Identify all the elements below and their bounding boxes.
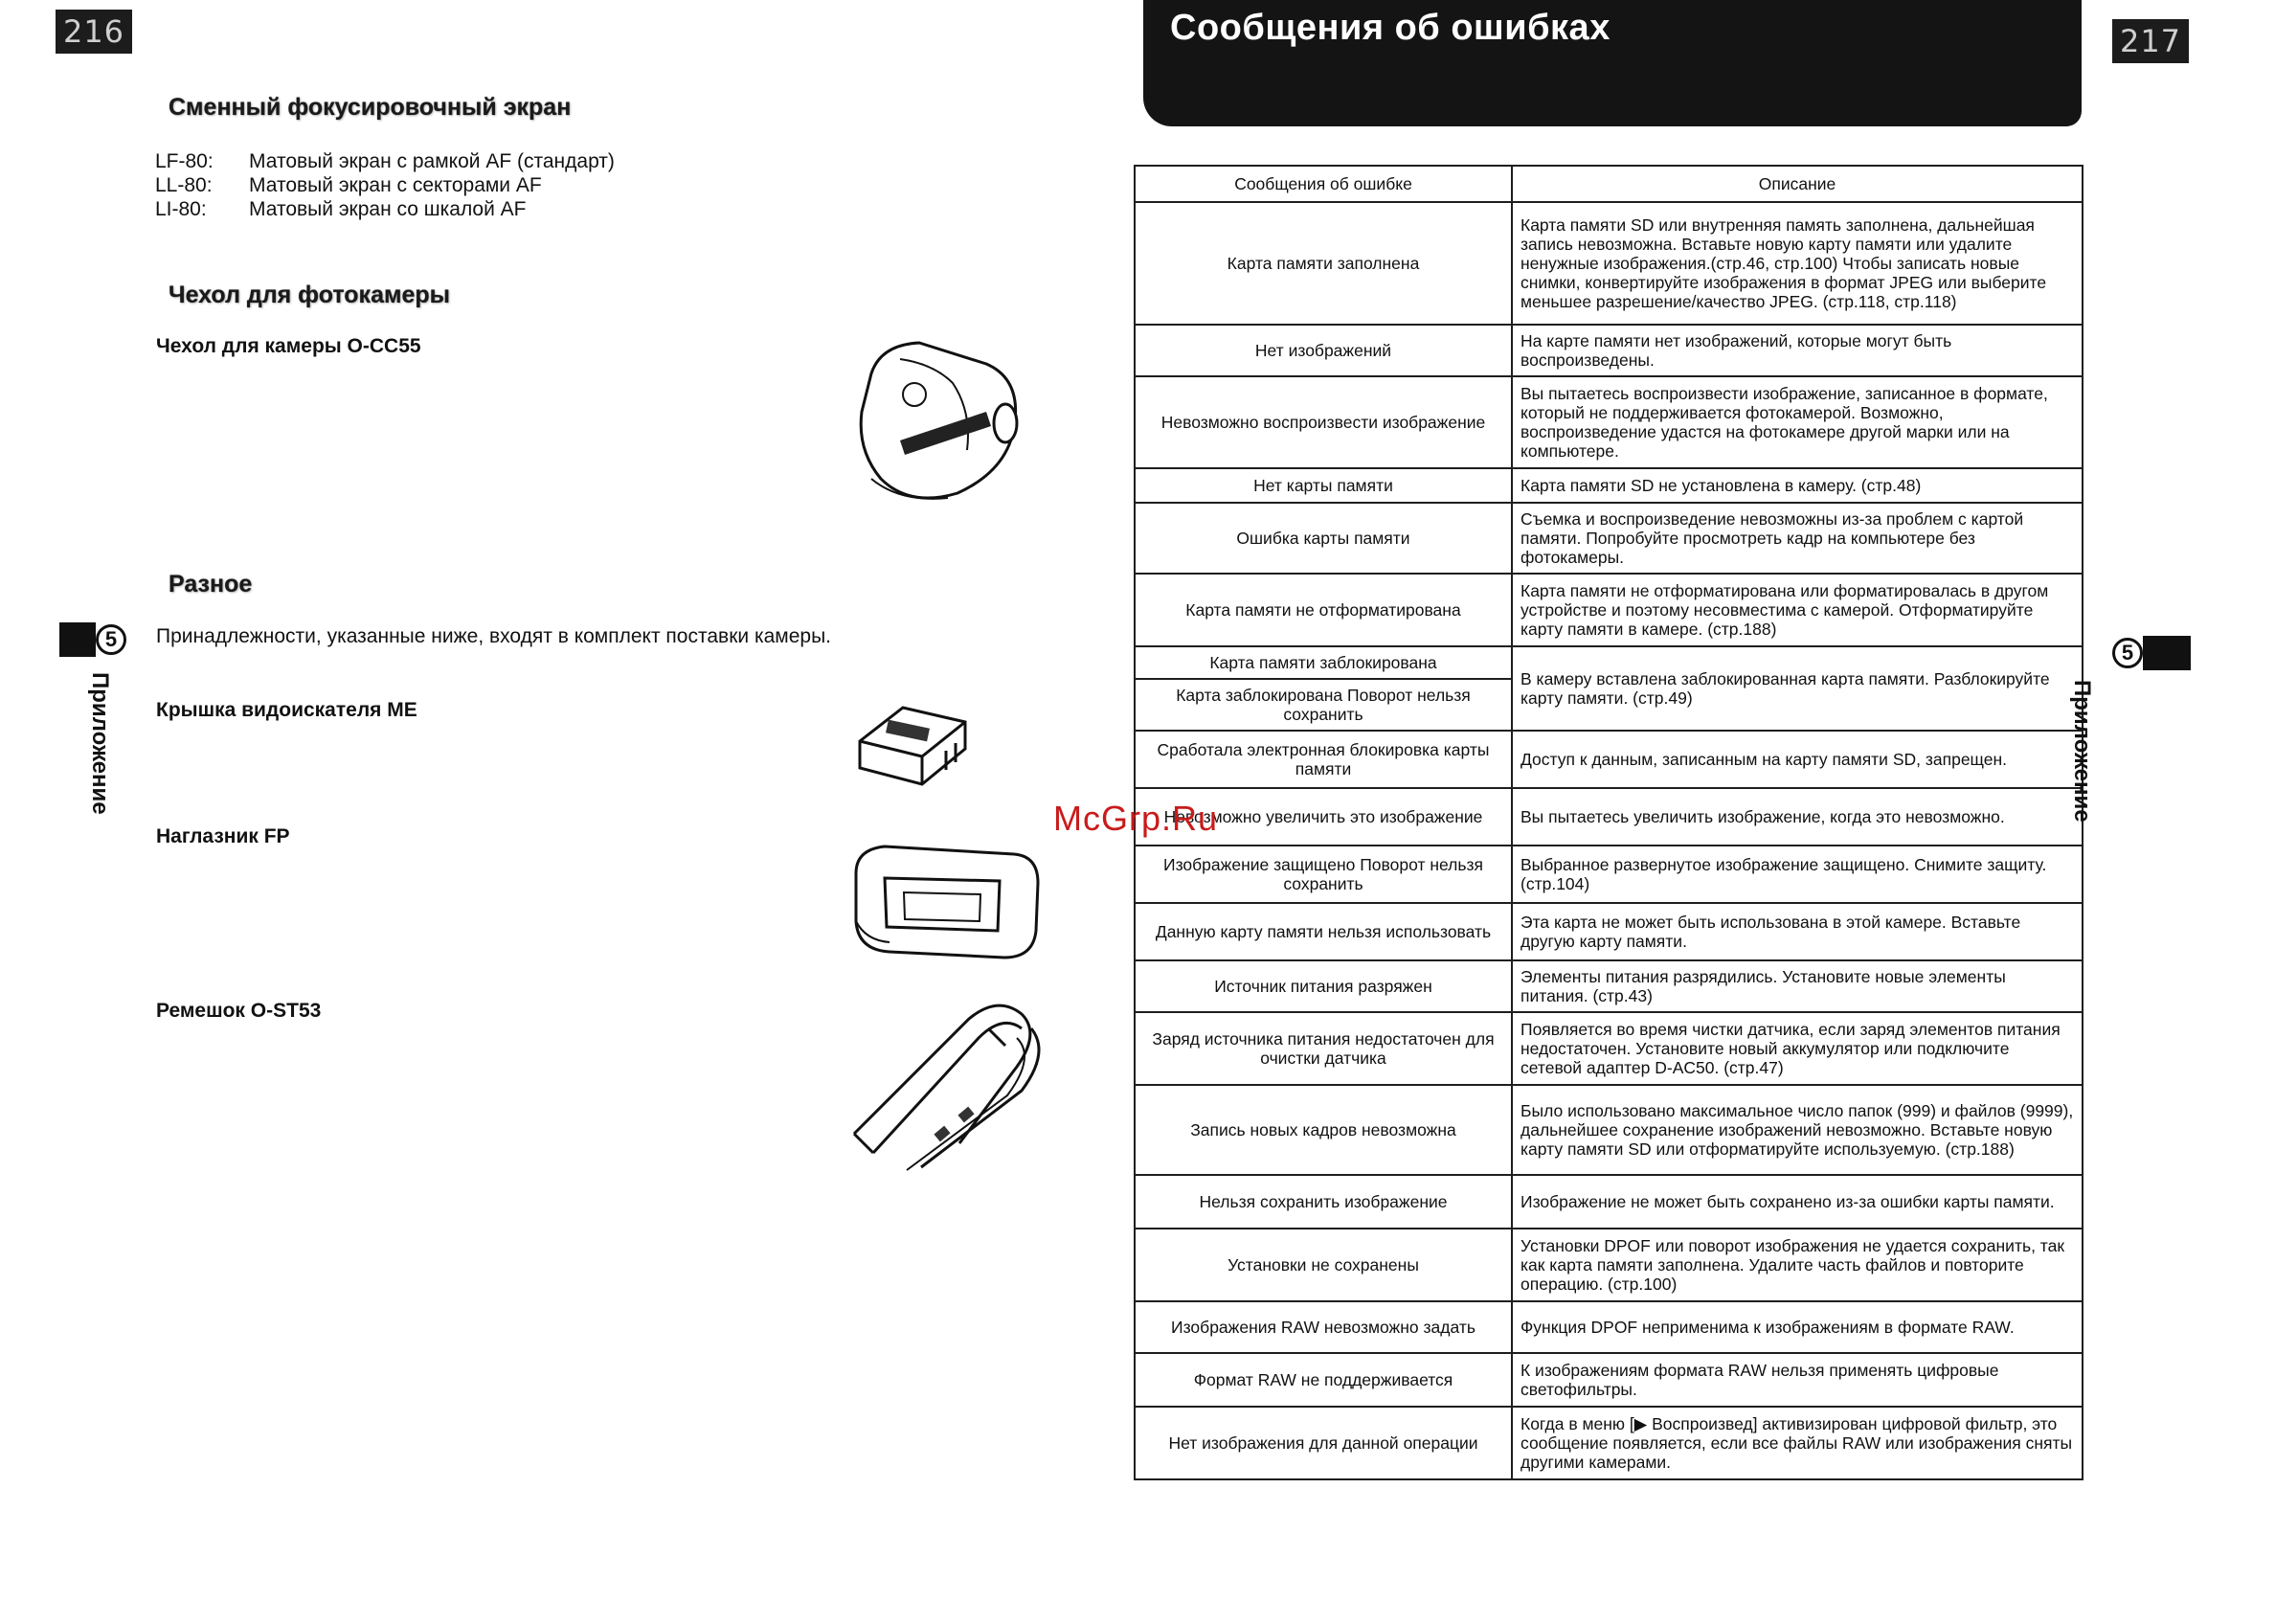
list-item bbox=[155, 197, 615, 221]
error-message: Данную карту памяти нельзя использовать bbox=[1135, 903, 1512, 960]
error-message: Изображения RAW невозможно задать bbox=[1135, 1301, 1512, 1353]
item-text: Матовый экран с секторами AF bbox=[249, 174, 542, 196]
page-title: Сообщения об ошибках bbox=[1170, 8, 1611, 48]
eyecup-icon bbox=[846, 835, 1047, 969]
error-message: Нет изображений bbox=[1135, 325, 1512, 376]
strap-icon bbox=[845, 1000, 1055, 1182]
misc-intro-text: Принадлежности, указанные ниже, входят в комплект поставки камеры. bbox=[156, 625, 831, 647]
table-row bbox=[1135, 646, 2083, 679]
error-message: Карта памяти не отформатирована bbox=[1135, 574, 1512, 646]
tab-bar bbox=[2143, 636, 2191, 670]
error-message: Невозможно увеличить это изображение bbox=[1135, 788, 1512, 846]
error-message: Изображение защищено Поворот нельзя сохранить bbox=[1135, 846, 1512, 903]
error-description: Выбранное развернутое изображение защищено. Снимите защиту. (стр.104) bbox=[1512, 846, 2083, 903]
page-number: 216 bbox=[56, 10, 132, 54]
table-row bbox=[1135, 1085, 2083, 1175]
table-row bbox=[1135, 503, 2083, 574]
error-message: Карта памяти заблокирована bbox=[1135, 646, 1512, 679]
list-item bbox=[155, 149, 615, 173]
table-row bbox=[1135, 1012, 2083, 1085]
error-message: Источник питания разряжен bbox=[1135, 960, 1512, 1012]
table-row bbox=[1135, 574, 2083, 646]
error-description: В камеру вставлена заблокированная карта памяти. Разблокируйте карту памяти. (стр.49) bbox=[1512, 646, 2083, 731]
camera-case-icon bbox=[843, 335, 1034, 508]
tab-number: 5 bbox=[96, 624, 126, 655]
column-header-description: Описание bbox=[1512, 166, 2083, 202]
table-row bbox=[1135, 1175, 2083, 1229]
viewfinder-cap-icon bbox=[850, 693, 975, 789]
table-row bbox=[1135, 1301, 2083, 1353]
column-header-message: Сообщения об ошибке bbox=[1135, 166, 1512, 202]
error-message: Карта памяти заполнена bbox=[1135, 202, 1512, 325]
list-item bbox=[155, 173, 615, 197]
table-row bbox=[1135, 1353, 2083, 1407]
error-description: Съемка и воспроизведение невозможны из-за проблем с картой памяти. Попробуйте просмотреть кадр на компьютере без фотокамеры. bbox=[1512, 503, 2083, 574]
table-row bbox=[1135, 202, 2083, 325]
error-description: Когда в меню [▶ Воспроизвед] активизирован цифровой фильтр, это сообщение появляется, если все файлы RAW или изображения сняты другими камерами. bbox=[1512, 1407, 2083, 1479]
error-message: Установки не сохранены bbox=[1135, 1229, 1512, 1301]
table-row bbox=[1135, 376, 2083, 468]
error-message: Нельзя сохранить изображение bbox=[1135, 1175, 1512, 1229]
error-description: Вы пытаетесь увеличить изображение, когда это невозможно. bbox=[1512, 788, 2083, 846]
error-description: Установки DPOF или поворот изображения не удается сохранить, так как карта памяти заполнена. Удалите часть файлов и повторите операцию. (стр.100) bbox=[1512, 1229, 2083, 1301]
watermark-text: McGrp.Ru bbox=[1053, 799, 1219, 838]
section-title-case: Чехол для фотокамеры bbox=[169, 282, 450, 308]
error-messages-table bbox=[1134, 165, 2084, 1480]
error-description: Вы пытаетесь воспроизвести изображение, записанное в формате, который не поддерживается фотокамерой. Возможно, воспроизведение удастся на фотокамере другой марки или на компьютере. bbox=[1512, 376, 2083, 468]
chapter-tab bbox=[59, 622, 126, 657]
chapter-label: Приложение bbox=[87, 672, 113, 815]
item-code: LL-80: bbox=[155, 174, 213, 196]
item-code: LI-80: bbox=[155, 198, 207, 220]
table-row bbox=[1135, 1407, 2083, 1479]
chapter-label: Приложение bbox=[2069, 680, 2095, 823]
left-page bbox=[0, 0, 1130, 1624]
error-description: Доступ к данным, записанным на карту памяти SD, запрещен. bbox=[1512, 731, 2083, 788]
error-description: К изображениям формата RAW нельзя применять цифровые светофильтры. bbox=[1512, 1353, 2083, 1407]
table-row bbox=[1135, 1229, 2083, 1301]
tab-number: 5 bbox=[2112, 638, 2143, 668]
error-description: Эта карта не может быть использована в этой камере. Вставьте другую карту памяти. bbox=[1512, 903, 2083, 960]
item-title-eyecup: Наглазник FP bbox=[156, 825, 290, 847]
error-message: Невозможно воспроизвести изображение bbox=[1135, 376, 1512, 468]
table-row bbox=[1135, 903, 2083, 960]
table-row bbox=[1135, 788, 2083, 846]
tab-bar bbox=[59, 622, 96, 657]
table-row bbox=[1135, 731, 2083, 788]
error-description: Было использовано максимальное число папок (999) и файлов (9999), дальнейшее сохранение изображений невозможно. Вставьте новую карту памяти SD или отформатируйте используемую. (стр.188) bbox=[1512, 1085, 2083, 1175]
error-description: Карта памяти SD или внутренняя память заполнена, дальнейшая запись невозможна. Вставьте новую карту памяти или удалите ненужные изображения.(стр.46, стр.100) Чтобы записать новые снимки, конвертируйте изображения в формат JPEG или выберите меньшее разрешение/качество JPEG. (стр.118, стр.118) bbox=[1512, 202, 2083, 325]
section-title-misc: Разное bbox=[169, 571, 253, 598]
focus-screen-list bbox=[155, 149, 615, 221]
item-title-case: Чехол для камеры O-CC55 bbox=[156, 335, 421, 357]
chapter-tab bbox=[2112, 636, 2191, 670]
table-row bbox=[1135, 846, 2083, 903]
item-text: Матовый экран со шкалой AF bbox=[249, 198, 527, 220]
title-banner bbox=[1143, 0, 2082, 126]
error-message: Заряд источника питания недостаточен для очистки датчика bbox=[1135, 1012, 1512, 1085]
page-number: 217 bbox=[2112, 19, 2189, 63]
error-description: Карта памяти не отформатирована или форматировалась в другом устройстве и поэтому несовместима с камерой. Отформатируйте карту памяти в камере. (стр.188) bbox=[1512, 574, 2083, 646]
item-text: Матовый экран с рамкой AF (стандарт) bbox=[249, 150, 615, 172]
item-title-viewfinder-cap: Крышка видоискателя ME bbox=[156, 699, 417, 721]
table-header-row bbox=[1135, 166, 2083, 202]
error-message: Карта заблокирована Поворот нельзя сохранить bbox=[1135, 679, 1512, 731]
error-description: Карта памяти SD не установлена в камеру. (стр.48) bbox=[1512, 468, 2083, 503]
error-description: Появляется во время чистки датчика, если заряд элементов питания недостаточен. Установите новый аккумулятор или подключите сетевой адаптер D-AC50. (стр.47) bbox=[1512, 1012, 2083, 1085]
table-row bbox=[1135, 325, 2083, 376]
error-message: Ошибка карты памяти bbox=[1135, 503, 1512, 574]
error-description: Изображение не может быть сохранено из-за ошибки карты памяти. bbox=[1512, 1175, 2083, 1229]
error-description: На карте памяти нет изображений, которые могут быть воспроизведены. bbox=[1512, 325, 2083, 376]
table-row bbox=[1135, 960, 2083, 1012]
error-description: Элементы питания разрядились. Установите новые элементы питания. (стр.43) bbox=[1512, 960, 2083, 1012]
item-code: LF-80: bbox=[155, 150, 214, 172]
item-title-strap: Ремешок O-ST53 bbox=[156, 1000, 322, 1022]
error-message: Запись новых кадров невозможна bbox=[1135, 1085, 1512, 1175]
error-description: Функция DPOF неприменима к изображениям в формате RAW. bbox=[1512, 1301, 2083, 1353]
section-title-focus-screen: Сменный фокусировочный экран bbox=[169, 94, 572, 121]
error-message: Нет изображения для данной операции bbox=[1135, 1407, 1512, 1479]
error-message: Формат RAW не поддерживается bbox=[1135, 1353, 1512, 1407]
error-message: Нет карты памяти bbox=[1135, 468, 1512, 503]
error-message: Сработала электронная блокировка карты памяти bbox=[1135, 731, 1512, 788]
table-row bbox=[1135, 468, 2083, 503]
